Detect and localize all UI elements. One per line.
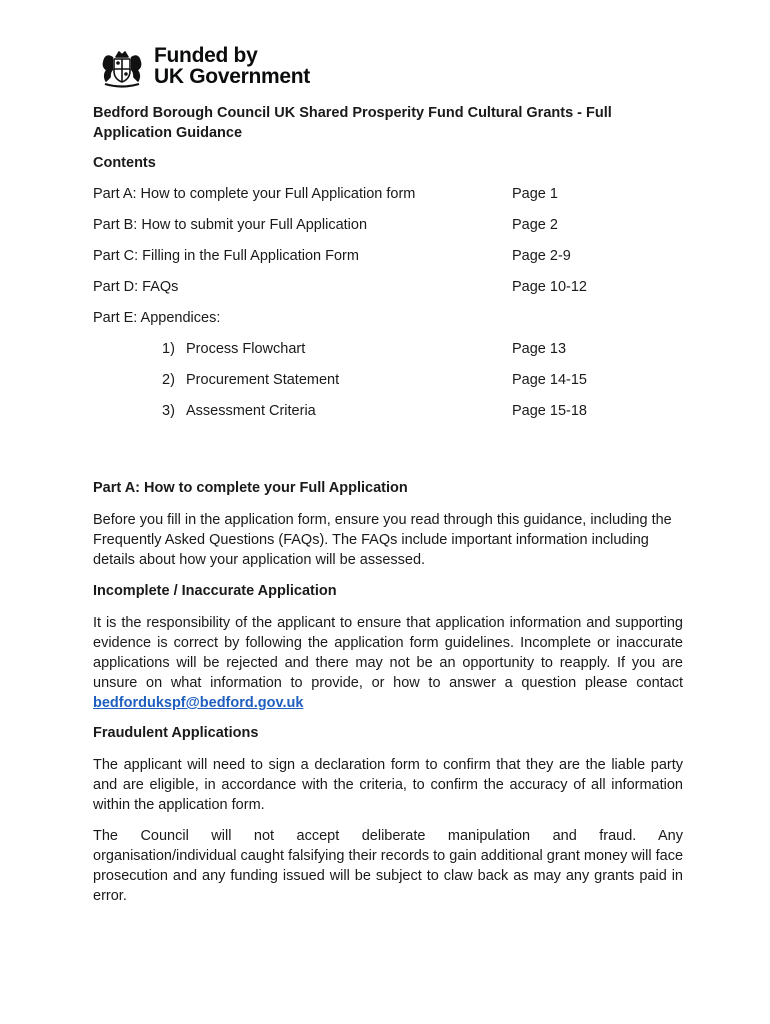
appendix-label: Assessment Criteria bbox=[186, 403, 316, 419]
toc-row bbox=[93, 278, 683, 297]
appendix-label: Process Flowchart bbox=[186, 341, 306, 357]
toc-row bbox=[93, 309, 683, 328]
logo-wordmark bbox=[154, 45, 310, 87]
toc-item-label: Part D: FAQs bbox=[93, 279, 179, 295]
royal-coat-of-arms-icon bbox=[96, 43, 148, 89]
part-a-heading: Part A: How to complete your Full Application bbox=[93, 480, 408, 496]
toc-row bbox=[93, 216, 683, 235]
fraud-paragraph-1: The applicant will need to sign a declaration form to confirm that they are the liable party and are eligible, in accordance with the criteria, to confirm the accuracy of all information within the application form. bbox=[93, 757, 683, 813]
toc-appendix-row bbox=[93, 402, 683, 421]
logo-line-2: UK Government bbox=[154, 65, 310, 88]
incomplete-body: It is the responsibility of the applicant to ensure that application information and supporting evidence is correct by following the application form guidelines. Incomplete or inaccurate applications will be rejected and there may not be an opportunity to reapply. If you are unsure on what information to provide, or how to answer a question please contact bbox=[93, 615, 683, 691]
fraud-paragraph-2-first-line: The Council will not accept deliberate manipulation and fraud. Any bbox=[93, 828, 683, 844]
toc-appendix-row bbox=[93, 340, 683, 359]
toc-appendix-row bbox=[93, 371, 683, 390]
toc-item-page: Page 10-12 bbox=[512, 279, 587, 295]
incomplete-heading: Incomplete / Inaccurate Application bbox=[93, 583, 337, 599]
appendix-page: Page 13 bbox=[512, 341, 567, 357]
toc-item-label: Part A: How to complete your Full Application form bbox=[93, 186, 416, 202]
logo-line-1: Funded by bbox=[154, 44, 258, 67]
toc-item-page: Page 2 bbox=[512, 217, 558, 233]
fraud-heading: Fraudulent Applications bbox=[93, 725, 259, 741]
appendix-label: Procurement Statement bbox=[186, 372, 340, 388]
appendix-number: 3) bbox=[162, 403, 175, 419]
table-of-contents bbox=[93, 185, 683, 421]
toc-row bbox=[93, 185, 683, 204]
contents-heading: Contents bbox=[93, 155, 156, 171]
part-a-intro: Before you fill in the application form, ensure you read through this guidance, including the Frequently Asked Questions (FAQs). The FAQs include important information including details about how your application will be assessed. bbox=[93, 512, 672, 568]
toc-row bbox=[93, 247, 683, 266]
contact-email-link[interactable]: bedfordukspf@bedford.gov.uk bbox=[93, 695, 304, 711]
toc-item-page: Page 2-9 bbox=[512, 248, 571, 264]
toc-item-label: Part C: Filling in the Full Application Form bbox=[93, 248, 359, 264]
appendix-number: 1) bbox=[162, 341, 175, 357]
appendix-page: Page 14-15 bbox=[512, 372, 587, 388]
fraud-paragraph-2 bbox=[93, 826, 683, 906]
toc-item-label: Part B: How to submit your Full Application bbox=[93, 217, 368, 233]
fraud-paragraph-2-rest: organisation/individual caught falsifying their records to gain additional grant money will face prosecution and any funding issued will be subject to claw back as may any grants paid in error. bbox=[93, 848, 684, 904]
appendix-number: 2) bbox=[162, 372, 175, 388]
document-title: Bedford Borough Council UK Shared Prosperity Fund Cultural Grants - Full Application Guidance bbox=[93, 105, 612, 141]
appendix-page: Page 15-18 bbox=[512, 403, 587, 419]
funded-by-uk-government-logo bbox=[96, 43, 310, 89]
toc-item-page: Page 1 bbox=[512, 186, 558, 202]
incomplete-text bbox=[93, 613, 683, 713]
document-body bbox=[93, 104, 683, 906]
toc-item-label: Part E: Appendices: bbox=[93, 310, 221, 326]
